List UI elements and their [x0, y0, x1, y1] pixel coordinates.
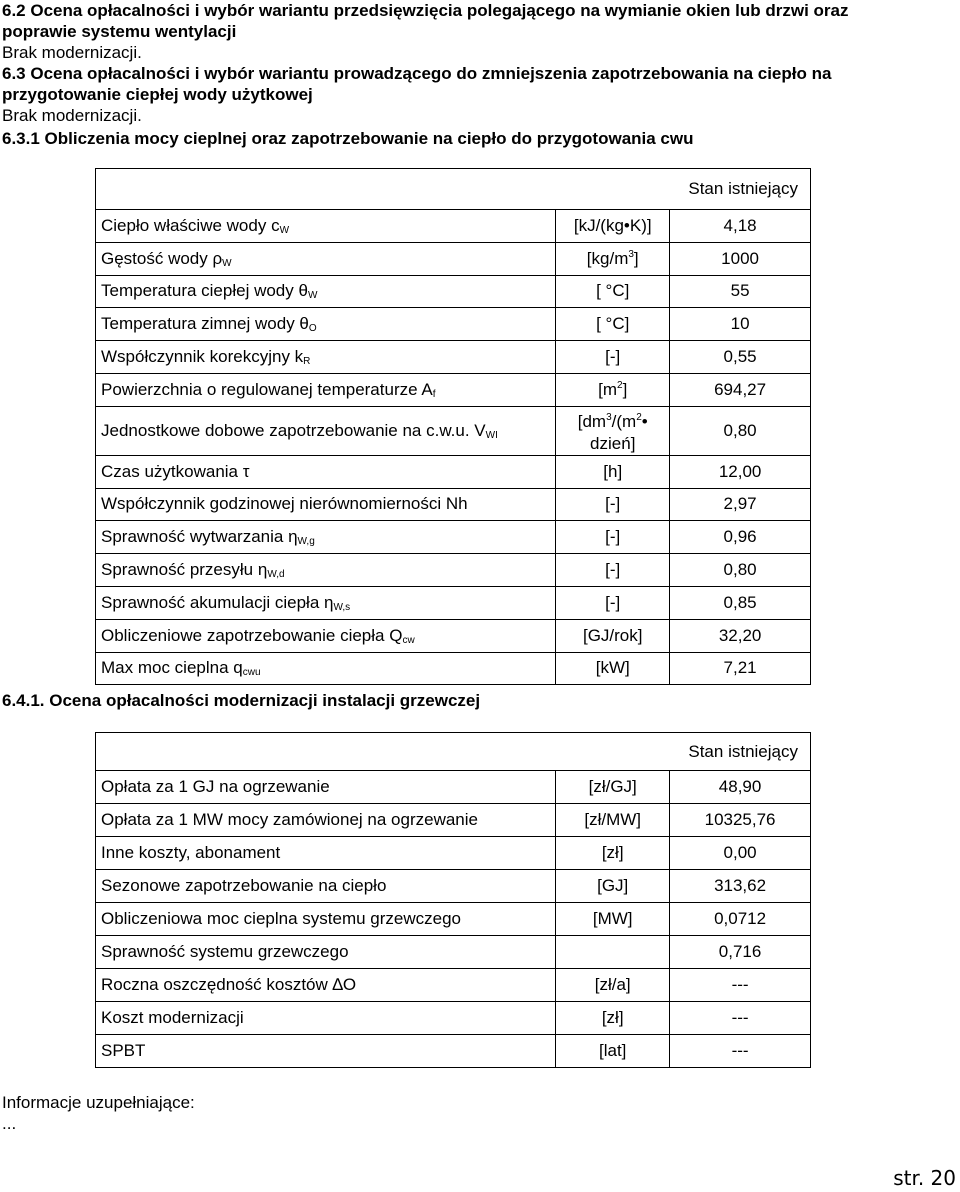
- row-value: 2,97: [670, 488, 811, 521]
- unit-part: ]: [633, 248, 639, 268]
- row-label-text: Obliczeniowe zapotrzebowanie ciepła Q: [101, 625, 403, 645]
- unit-superscript: 2: [617, 379, 623, 391]
- unit-part: [-]: [605, 347, 621, 367]
- row-label: [96, 275, 556, 308]
- row-label-subscript: cwu: [242, 667, 261, 679]
- unit-part: [kW]: [595, 658, 630, 678]
- row-label-text: Powierzchnia o regulowanej temperaturze A: [101, 379, 433, 399]
- row-label: [96, 586, 556, 619]
- row-value: 48,90: [670, 771, 811, 804]
- unit-part: [-]: [605, 494, 621, 514]
- row-label-text: Max moc cieplna q: [101, 658, 243, 678]
- row-label-text: Ciepło właściwe wody c: [101, 215, 280, 235]
- unit-part: [ °C]: [596, 281, 630, 301]
- table-row: [96, 936, 811, 969]
- table-row: [96, 373, 811, 406]
- row-unit: [zł]: [556, 1002, 670, 1035]
- cwu-table-header: Stan istniejący: [96, 169, 811, 210]
- row-label-subscript: f: [432, 388, 436, 400]
- row-value: 55: [670, 275, 811, 308]
- row-unit: [556, 488, 670, 521]
- row-label: [96, 455, 556, 488]
- table-row: [96, 341, 811, 374]
- table-row: [96, 771, 811, 804]
- row-label-subscript: W,d: [267, 569, 285, 581]
- row-label: [96, 406, 556, 455]
- unit-part: [-]: [605, 560, 621, 580]
- unit-part: 3: [606, 411, 612, 423]
- table-row: [96, 554, 811, 587]
- table-row: [96, 586, 811, 619]
- row-label: SPBT: [96, 1035, 556, 1068]
- row-unit: [556, 652, 670, 685]
- row-unit: [zł]: [556, 837, 670, 870]
- row-value: 10325,76: [670, 804, 811, 837]
- section-6-4-1-title: 6.4.1. Ocena opłacalności modernizacji instalacji grzewczej: [2, 691, 481, 710]
- row-value: 4,18: [670, 210, 811, 243]
- row-label: [96, 242, 556, 275]
- unit-part: [-]: [605, 527, 621, 547]
- row-label-subscript: cw: [402, 634, 415, 646]
- row-value: 0,85: [670, 586, 811, 619]
- row-unit: [lat]: [556, 1035, 670, 1068]
- row-label-text: Sprawność akumulacji ciepła η: [101, 592, 334, 612]
- row-label: [96, 373, 556, 406]
- row-value: 0,716: [670, 936, 811, 969]
- row-value: 0,0712: [670, 903, 811, 936]
- table-row: [96, 652, 811, 685]
- row-label-text: Temperatura zimnej wody θ: [101, 314, 309, 334]
- row-label-subscript: W: [222, 257, 232, 269]
- row-label-text: Jednostkowe dobowe zapotrzebowanie na c.w.u. V: [101, 420, 486, 440]
- row-unit: [556, 275, 670, 308]
- row-label: [96, 652, 556, 685]
- unit-part: [dm: [577, 411, 607, 431]
- table-row: [96, 1002, 811, 1035]
- row-unit: [556, 455, 670, 488]
- heating-table-header: Stan istniejący: [96, 733, 811, 771]
- row-label-subscript: WI: [485, 429, 498, 441]
- row-value: 0,00: [670, 837, 811, 870]
- row-label: [96, 521, 556, 554]
- table-row: [96, 619, 811, 652]
- row-label: [96, 619, 556, 652]
- table-row: [96, 406, 811, 455]
- row-value: 0,96: [670, 521, 811, 554]
- additional-info-title: Informacje uzupełniające:: [2, 1093, 195, 1112]
- row-label-text: Sprawność przesyłu η: [101, 560, 268, 580]
- row-unit: [556, 936, 670, 969]
- table-row: [96, 903, 811, 936]
- table-row: [96, 1035, 811, 1068]
- table-row: [96, 804, 811, 837]
- row-unit: [556, 242, 670, 275]
- row-value: ---: [670, 1002, 811, 1035]
- row-label: Opłata za 1 MW mocy zamówionej na ogrzewanie: [96, 804, 556, 837]
- row-unit: [556, 619, 670, 652]
- row-value: 7,21: [670, 652, 811, 685]
- table-row: [96, 210, 811, 243]
- row-label-text: Sprawność wytwarzania η: [101, 527, 298, 547]
- section-6-3-note: Brak modernizacji.: [2, 106, 142, 125]
- row-label: Opłata za 1 GJ na ogrzewanie: [96, 771, 556, 804]
- unit-part: [GJ/rok]: [582, 625, 643, 645]
- table-row: [96, 308, 811, 341]
- section-6-3-1-title: 6.3.1 Obliczenia mocy cieplnej oraz zapotrzebowanie na ciepło do przygotowania cwu: [2, 129, 694, 148]
- row-label: [96, 341, 556, 374]
- unit-part: /(m: [611, 411, 637, 431]
- row-label: [96, 308, 556, 341]
- heating-table: [95, 732, 811, 1068]
- page-number: str. 20: [893, 1166, 956, 1190]
- section-6-2-title-line1: 6.2 Ocena opłacalności i wybór wariantu przedsięwzięcia polegającego na wymianie okien lub drzwi oraz: [2, 1, 849, 20]
- row-unit: [556, 554, 670, 587]
- row-label-subscript: W,g: [297, 536, 315, 548]
- row-unit: [556, 521, 670, 554]
- row-label: Sezonowe zapotrzebowanie na ciepło: [96, 870, 556, 903]
- row-unit: [556, 308, 670, 341]
- cwu-table: [95, 168, 811, 685]
- row-label-subscript: R: [303, 356, 311, 368]
- unit-part: ]: [622, 379, 628, 399]
- unit-part: •: [641, 411, 648, 431]
- row-value: 313,62: [670, 870, 811, 903]
- table-row: [96, 455, 811, 488]
- row-unit: [GJ]: [556, 870, 670, 903]
- row-label: [96, 210, 556, 243]
- unit-part: 2: [636, 411, 642, 423]
- table-row: [96, 969, 811, 1002]
- row-unit: [556, 586, 670, 619]
- section-6-3-title-line1: 6.3 Ocena opłacalności i wybór wariantu prowadzącego do zmniejszenia zapotrzebowania na ciepło na: [2, 64, 832, 83]
- row-label: [96, 488, 556, 521]
- unit-part: [h]: [603, 461, 623, 481]
- row-label: Obliczeniowa moc cieplna systemu grzewczego: [96, 903, 556, 936]
- row-label-subscript: W: [307, 290, 318, 302]
- unit-part: dzień]: [590, 433, 636, 453]
- row-label-text: Współczynnik korekcyjny k: [101, 347, 304, 367]
- row-value: 1000: [670, 242, 811, 275]
- table-row: [96, 870, 811, 903]
- additional-info-text: ...: [2, 1114, 17, 1133]
- row-label-text: Gęstość wody ρ: [101, 248, 223, 268]
- row-label-text: Współczynnik godzinowej nierównomierności Nh: [101, 494, 468, 514]
- row-unit: [zł/GJ]: [556, 771, 670, 804]
- row-unit: [zł/a]: [556, 969, 670, 1002]
- row-value: ---: [670, 1035, 811, 1068]
- row-label-subscript: W,s: [333, 601, 351, 613]
- row-value: 0,80: [670, 554, 811, 587]
- table-row: [96, 488, 811, 521]
- row-value: ---: [670, 969, 811, 1002]
- table-row: [96, 275, 811, 308]
- unit-part: [kJ/(kg•K)]: [573, 215, 652, 235]
- row-value: 32,20: [670, 619, 811, 652]
- row-label: [96, 554, 556, 587]
- row-value: 694,27: [670, 373, 811, 406]
- row-unit: [556, 210, 670, 243]
- table-row: [96, 242, 811, 275]
- row-label-text: Temperatura ciepłej wody θ: [101, 281, 308, 301]
- row-unit: [556, 373, 670, 406]
- row-label: Koszt modernizacji: [96, 1002, 556, 1035]
- row-label: Inne koszty, abonament: [96, 837, 556, 870]
- unit-part: [-]: [605, 592, 621, 612]
- row-unit: [556, 406, 670, 455]
- row-value: 0,55: [670, 341, 811, 374]
- section-6-2-note: Brak modernizacji.: [2, 43, 142, 62]
- table-row: [96, 837, 811, 870]
- row-unit: [MW]: [556, 903, 670, 936]
- row-value: 12,00: [670, 455, 811, 488]
- unit-part: [m: [598, 379, 618, 399]
- row-value: 0,80: [670, 406, 811, 455]
- unit-superscript: 3: [628, 248, 634, 260]
- row-label-subscript: W: [279, 224, 290, 236]
- row-label: Roczna oszczędność kosztów ∆O: [96, 969, 556, 1002]
- row-value: 10: [670, 308, 811, 341]
- row-label: Sprawność systemu grzewczego: [96, 936, 556, 969]
- section-6-2-title-line2: poprawie systemu wentylacji: [2, 22, 237, 41]
- row-label-text: Czas użytkowania τ: [101, 461, 250, 481]
- row-unit: [zł/MW]: [556, 804, 670, 837]
- unit-part: [kg/m: [586, 248, 629, 268]
- row-unit: [556, 341, 670, 374]
- unit-part: [ °C]: [596, 314, 630, 334]
- row-label-subscript: O: [308, 323, 317, 335]
- table-row: [96, 521, 811, 554]
- section-6-3-title-line2: przygotowanie ciepłej wody użytkowej: [2, 85, 313, 104]
